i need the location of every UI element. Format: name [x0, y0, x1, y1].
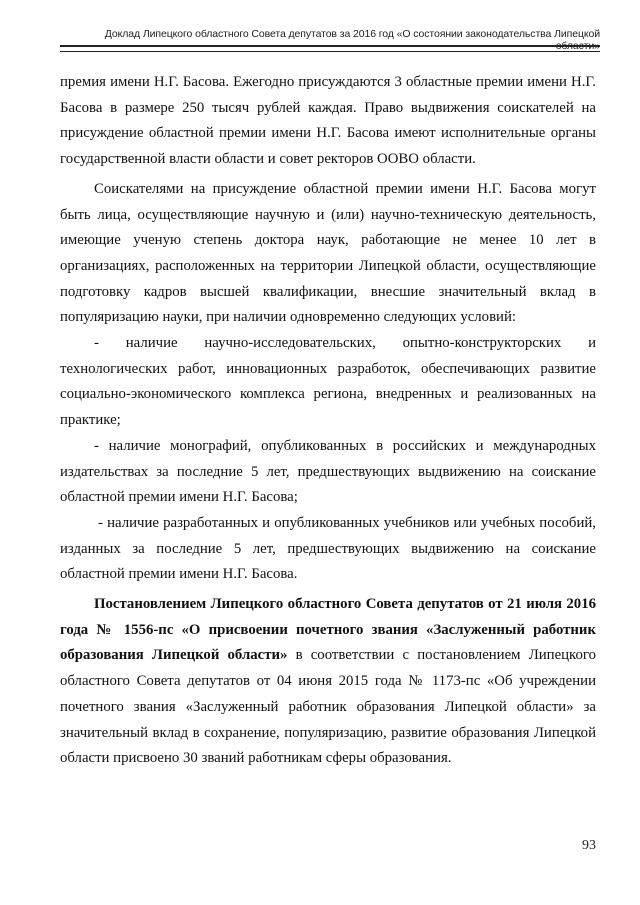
- list-item-monographs: - наличие монографий, опубликованных в российских и международных издательствах за последние 5 лет, предшествующих выдвижению на соискание областной премии имени Н.Г. Басова;: [60, 437, 596, 506]
- list-item-research-works: - наличие научно-исследовательских, опытно-конструкторских и технологических работ, инновационных разработок, обеспечивающих развитие социально-экономического комплекса региона, внедренных и реализованных на практике;: [60, 335, 596, 429]
- resolution-text: в соответствии с постановлением Липецкого областного Совета депутатов от 04 июня 2015 года № 1173-пс «Об учреждении почетного звания «Заслуженный работник образования Липецкой области» за значительный вклад в сохранение, популяризацию, развитие образования Липецкой области присвоено 30 званий работникам сферы образования.: [60, 647, 596, 767]
- paragraph-honorary-title: [60, 592, 596, 772]
- document-body: [60, 70, 596, 772]
- running-header: Доклад Липецкого областного Совета депутатов за 2016 год «О состоянии законодательства Липецкой области»: [104, 28, 600, 52]
- page-number: 93: [582, 838, 596, 853]
- header-rule: [60, 45, 600, 52]
- paragraph-candidates: Соискателями на присуждение областной премии имени Н.Г. Басова могут быть лица, осуществляющие научную и (или) научно-техническую деятельность, имеющие ученую степень доктора наук, работающие не менее 10 лет в организациях, расположенных на территории Липецкой области, осуществляющие подготовку кадров высшей квалификации, внесшие значительный вклад в популяризацию науки, при наличии одновременно следующих условий:: [60, 180, 596, 326]
- paragraph-basov-prize: премия имени Н.Г. Басова. Ежегодно присуждаются 3 областные премии имени Н.Г. Басова в размере 250 тысяч рублей каждая. Право выдвижения соискателей на присуждение областной премии имени Н.Г. Басова имеют исполнительные органы государственной власти области и совет ректоров ООВО области.: [60, 74, 596, 168]
- resolution-reference: Постановлением Липецкого областного Совета депутатов от 21 июля 2016 года № 1556-пс «О присвоении почетного звания «Заслуженный работник образования Липецкой области»: [60, 596, 596, 664]
- list-item-textbooks: - наличие разработанных и опубликованных учебников или учебных пособий, изданных за последние 5 лет, предшествующих выдвижению на соискание областной премии имени Н.Г. Басова.: [60, 514, 596, 583]
